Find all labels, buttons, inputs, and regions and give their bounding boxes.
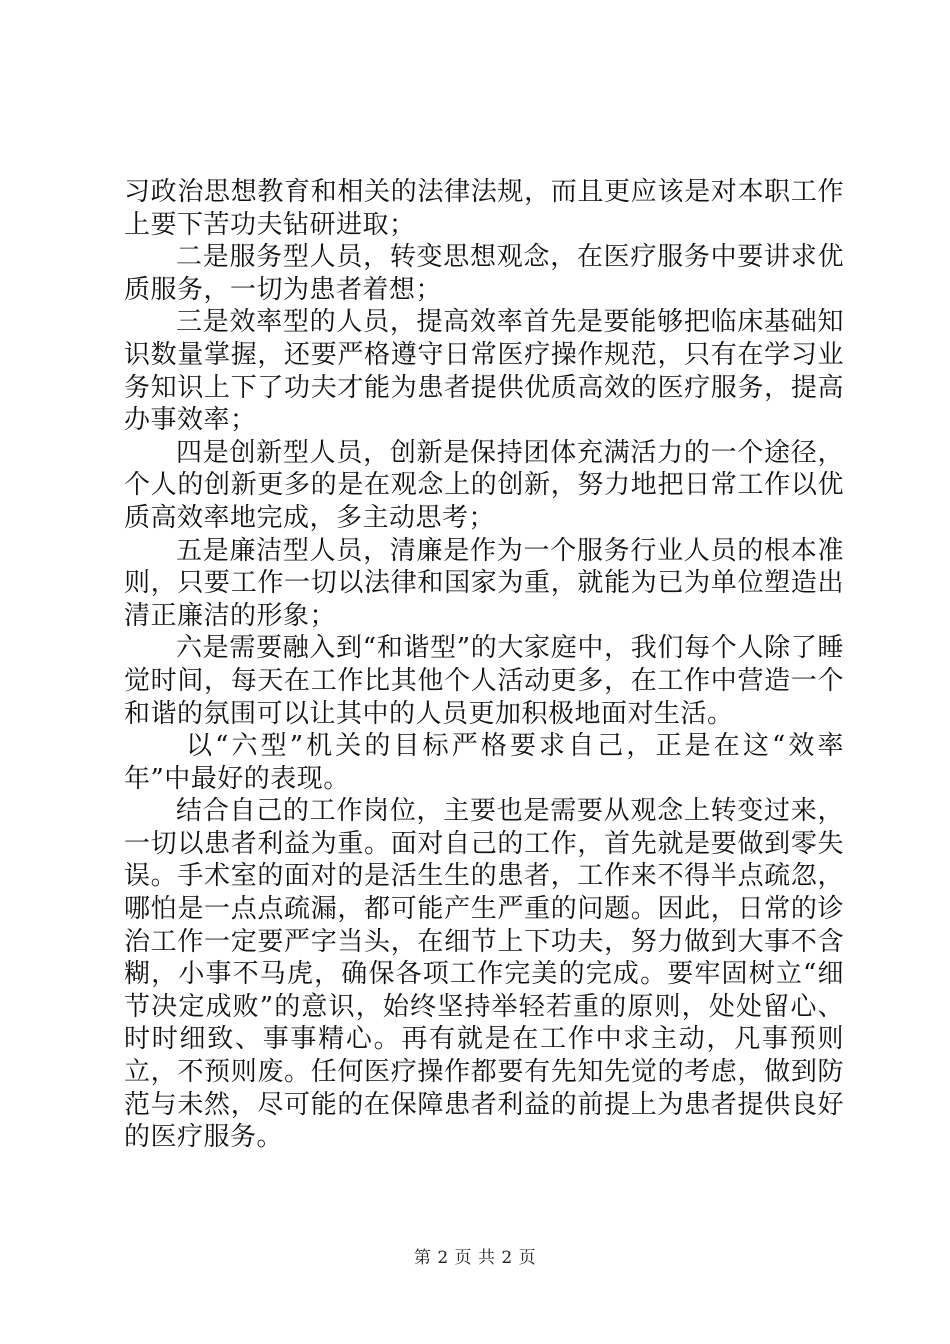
document-body	[124, 176, 844, 1154]
paragraph-4: 四是创新型人员，创新是保持团体充满活力的一个途径，个人的创新更多的是在观念上的创新，努力地把日常工作以优质高效率地完成，多主动思考；	[124, 437, 844, 533]
paragraph-7: 以“六型”机关的目标严格要求自己，正是在这“效率年”中最好的表现。	[124, 731, 844, 794]
paragraph-8: 结合自己的工作岗位，主要也是需要从观念上转变过来，一切以患者利益为重。面对自己的工作，首先就是要做到零失误。手术室的面对的是活生生的患者，工作来不得半点疏忽，哪怕是一点点疏漏，都可能产生严重的问题。因此，日常的诊治工作一定要严字当头，在细节上下功夫，努力做到大事不含糊，小事不马虎，确保各项工作完美的完成。要牢固树立“细节决定成败”的意识，始终坚持举轻若重的原则，处处留心、时时细致、事事精心。再有就是在工作中求主动，凡事预则立，不预则废。任何医疗操作都要有先知先觉的考虑，做到防范与未然，尽可能的在保障患者利益的前提上为患者提供良好的医疗服务。	[124, 796, 844, 1153]
paragraph-3: 三是效率型的人员，提高效率首先是要能够把临床基础知识数量掌握，还要严格遵守日常医疗操作规范，只有在学习业务知识上下了功夫才能为患者提供优质高效的医疗服务，提高办事效率；	[124, 307, 844, 436]
paragraph-6: 六是需要融入到“和谐型”的大家庭中，我们每个人除了睡觉时间，每天在工作比其他个人活动更多，在工作中营造一个和谐的氛围可以让其中的人员更加积极地面对生活。	[124, 633, 844, 729]
paragraph-5: 五是廉洁型人员，清廉是作为一个服务行业人员的根本准则，只要工作一切以法律和国家为重，就能为已为单位塑造出清正廉洁的形象；	[124, 535, 844, 631]
paragraph-2: 二是服务型人员，转变思想观念，在医疗服务中要讲求优质服务，一切为患者着想；	[124, 242, 844, 305]
paragraph-1: 习政治思想教育和相关的法律法规，而且更应该是对本职工作上要下苦功夫钻研进取；	[124, 177, 844, 240]
page-footer: 第 2 页 共 2 页	[413, 1248, 537, 1268]
